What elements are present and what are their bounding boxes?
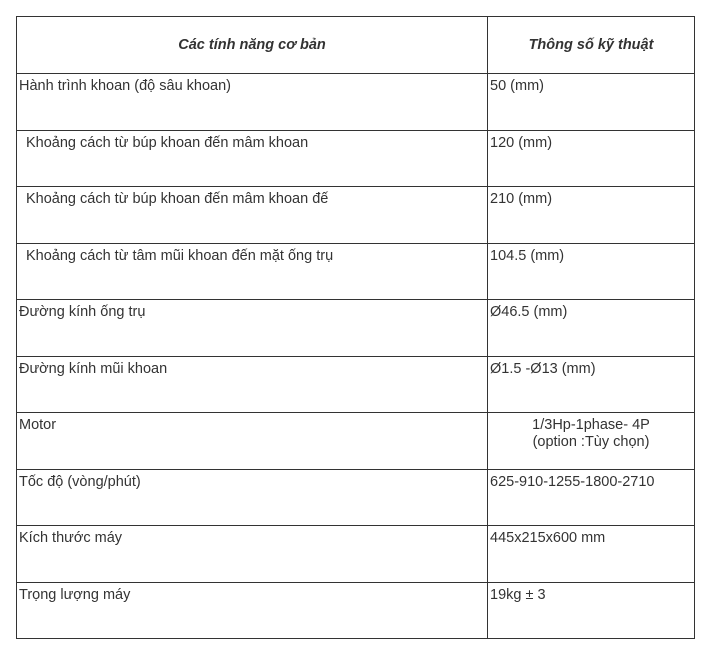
row-spec: 445x215x600 mm	[488, 526, 695, 583]
row-feature: Đường kính ống trụ	[17, 300, 488, 357]
row-spec: Ø46.5 (mm)	[488, 300, 695, 357]
header-feature: Các tính năng cơ bản	[17, 17, 488, 74]
spec-table	[16, 16, 695, 639]
row-feature: Trọng lượng máy	[17, 582, 488, 639]
row-feature: Tốc độ (vòng/phút)	[17, 469, 488, 526]
row-feature: Khoảng cách từ tâm mũi khoan đến mặt ống trụ	[17, 243, 488, 300]
row-feature: Motor	[17, 413, 488, 470]
row-feature: Đường kính mũi khoan	[17, 356, 488, 413]
row-spec: 120 (mm)	[488, 130, 695, 187]
row-spec: 19kg ± 3	[488, 582, 695, 639]
row-spec: 104.5 (mm)	[488, 243, 695, 300]
table-row	[17, 187, 695, 244]
table-row	[17, 469, 695, 526]
row-spec: 210 (mm)	[488, 187, 695, 244]
table-row	[17, 356, 695, 413]
table-row	[17, 243, 695, 300]
row-feature: Hành trình khoan (độ sâu khoan)	[17, 74, 488, 131]
motor-spec-line1: 1/3Hp-1phase- 4P	[532, 417, 650, 433]
table-row	[17, 413, 695, 470]
row-feature: Khoảng cách từ búp khoan đến mâm khoan đế	[17, 187, 488, 244]
table-row	[17, 130, 695, 187]
header-spec: Thông số kỹ thuật	[488, 17, 695, 74]
table-row	[17, 300, 695, 357]
row-spec: 50 (mm)	[488, 74, 695, 131]
row-spec: Ø1.5 -Ø13 (mm)	[488, 356, 695, 413]
table-header-row	[17, 17, 695, 74]
motor-spec-line2: (option :Tùy chọn)	[532, 434, 650, 450]
table-row	[17, 74, 695, 131]
row-spec: 625-910-1255-1800-2710	[488, 469, 695, 526]
row-spec	[488, 413, 695, 470]
row-feature: Khoảng cách từ búp khoan đến mâm khoan	[17, 130, 488, 187]
table-row	[17, 526, 695, 583]
row-feature: Kích thước máy	[17, 526, 488, 583]
table-row	[17, 582, 695, 639]
